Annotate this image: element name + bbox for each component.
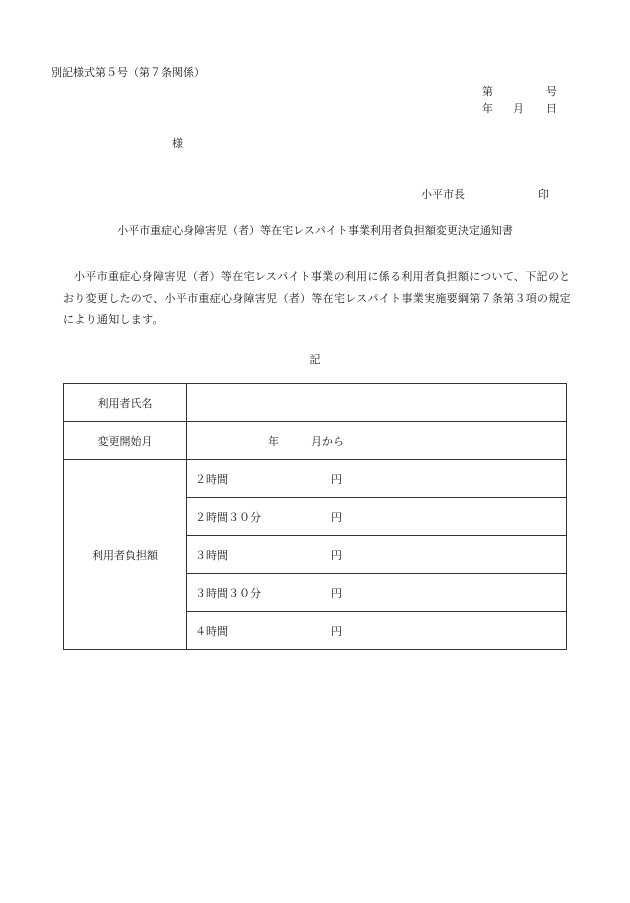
- form-id: 別記様式第５号（第７条関係）: [51, 66, 205, 79]
- fee-field[interactable]: [187, 612, 567, 650]
- document-title: 小平市重症心身障害児（者）等在宅レスパイト事業利用者負担額変更決定通知書: [117, 224, 513, 237]
- seal-mark: 印: [538, 188, 549, 201]
- doc-number-unit: 号: [546, 85, 557, 98]
- body-text: 小平市重症心身障害児（者）等在宅レスパイト事業の利用に係る利用者負担額について、下記のとおり変更したので、小平市重症心身障害児（者）等在宅レスパイト事業実施要綱第７条第３項の規定により通知します。: [63, 270, 571, 326]
- date-month-label: 月: [513, 102, 524, 115]
- ki-heading: 記: [309, 353, 321, 366]
- fee-field[interactable]: [187, 536, 567, 574]
- fee-yen: 円: [331, 548, 342, 562]
- table-row-fee: [64, 460, 567, 498]
- fee-yen: 円: [331, 510, 342, 524]
- issuer: 小平市長: [421, 188, 465, 201]
- fee-field[interactable]: [187, 498, 567, 536]
- info-table: [63, 383, 567, 650]
- burden-label: 利用者負担額: [64, 460, 187, 650]
- recipient-suffix: 様: [172, 137, 183, 150]
- user-name-field[interactable]: [187, 384, 567, 422]
- user-name-label: 利用者氏名: [64, 384, 187, 422]
- date-year-label: 年: [482, 102, 493, 115]
- table-row-user-name: [64, 384, 567, 422]
- fee-duration: ３時間３０分: [195, 586, 261, 600]
- start-year-unit: 年: [268, 434, 279, 448]
- fee-duration: ２時間３０分: [195, 510, 261, 524]
- start-month-field[interactable]: [187, 422, 567, 460]
- date-day-label: 日: [546, 102, 557, 115]
- doc-number-label: 第: [482, 85, 493, 98]
- start-month-label: 変更開始月: [64, 422, 187, 460]
- fee-field[interactable]: [187, 460, 567, 498]
- table-row-start-month: [64, 422, 567, 460]
- fee-duration: ２時間: [195, 472, 228, 486]
- fee-yen: 円: [331, 624, 342, 638]
- start-month-unit: 月から: [311, 434, 344, 448]
- fee-yen: 円: [331, 472, 342, 486]
- fee-field[interactable]: [187, 574, 567, 612]
- fee-duration: ３時間: [195, 548, 228, 562]
- fee-duration: ４時間: [195, 624, 228, 638]
- fee-yen: 円: [331, 586, 342, 600]
